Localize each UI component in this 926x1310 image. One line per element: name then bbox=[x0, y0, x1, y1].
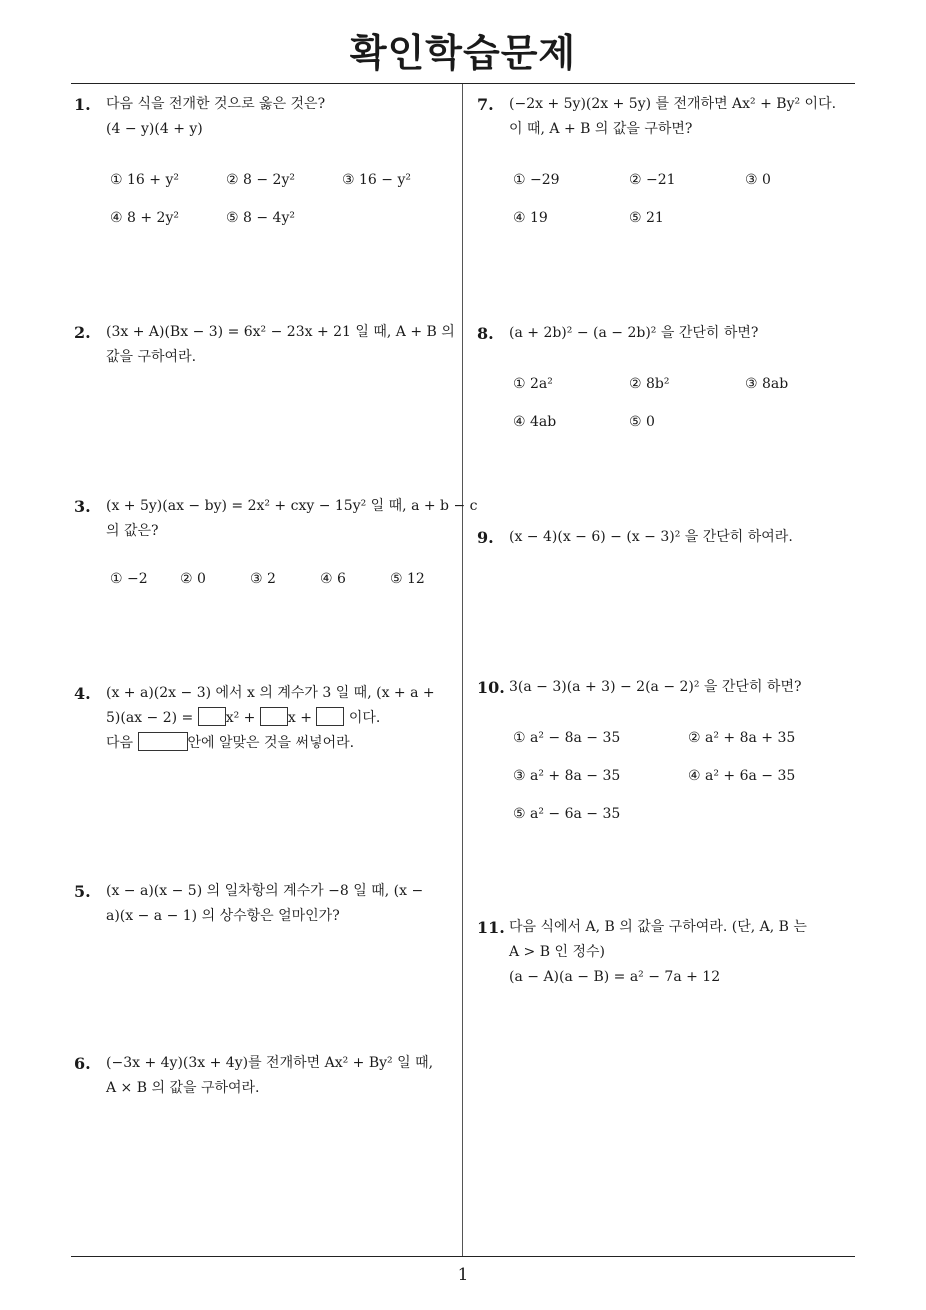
problem-text: (−2x + 5y)(2x + 5y) 를 전개하면 Ax² + By² 이다. bbox=[509, 96, 837, 112]
problem-text: A × B 의 값을 구하여라. bbox=[106, 1080, 260, 1096]
choice-3[interactable]: ③ 2 bbox=[250, 571, 276, 587]
worksheet-title: 확인학습문제 bbox=[349, 31, 577, 75]
problem-expression: (a − A)(a − B) = a² − 7a + 12 bbox=[509, 969, 721, 985]
problem-number: 5. bbox=[74, 882, 91, 901]
problem-equation: 5)(ax − 2) = x² + x + 이다. bbox=[106, 706, 435, 731]
problem-number: 8. bbox=[477, 324, 494, 343]
choice-1[interactable]: ① a² − 8a − 35 bbox=[513, 730, 621, 746]
column-divider bbox=[462, 84, 463, 1256]
answer-blank-3[interactable] bbox=[316, 707, 344, 726]
problem-number: 7. bbox=[477, 95, 494, 114]
problem-text: 3(a − 3)(a + 3) − 2(a − 2)² 을 간단히 하면? bbox=[509, 679, 802, 695]
choice-2[interactable]: ② a² + 8a + 35 bbox=[688, 730, 796, 746]
choice-5[interactable]: ⑤ 21 bbox=[629, 210, 664, 226]
top-rule bbox=[71, 83, 855, 84]
problem-text: A > B 인 정수) bbox=[509, 944, 605, 960]
problem-text: 이 때, A + B 의 값을 구하면? bbox=[509, 121, 693, 137]
choice-2[interactable]: ② 0 bbox=[180, 571, 206, 587]
problem-text: 다음 식에서 A, B 의 값을 구하여라. (단, A, B 는 bbox=[509, 919, 807, 935]
choice-3[interactable]: ③ 0 bbox=[745, 172, 771, 188]
choice-2[interactable]: ② 8 − 2y² bbox=[226, 172, 295, 188]
problem-text: (x − a)(x − 5) 의 일차항의 계수가 −8 일 때, (x − bbox=[106, 883, 424, 899]
choice-1[interactable]: ① −29 bbox=[513, 172, 560, 188]
answer-blank-example bbox=[138, 732, 188, 751]
problem-number: 11. bbox=[477, 918, 505, 937]
problem-number: 9. bbox=[477, 528, 494, 547]
problem-text: (x + 5y)(ax − by) = 2x² + cxy − 15y² 일 때, a + b − c bbox=[106, 498, 478, 514]
problem-number: 3. bbox=[74, 497, 91, 516]
choice-4[interactable]: ④ a² + 6a − 35 bbox=[688, 768, 796, 784]
problem-number: 6. bbox=[74, 1054, 91, 1073]
problem-number: 4. bbox=[74, 684, 91, 703]
problem-number: 10. bbox=[477, 678, 505, 697]
problem-instruction: 다음 안에 알맞은 것을 써넣어라. bbox=[106, 731, 435, 756]
problem-text: 다음 식을 전개한 것으로 옳은 것은? bbox=[106, 96, 326, 112]
problem-number: 1. bbox=[74, 95, 91, 114]
choice-3[interactable]: ③ 8ab bbox=[745, 376, 789, 392]
problem-text: (a + 2b)² − (a − 2b)² 을 간단히 하면? bbox=[509, 325, 759, 341]
choice-5[interactable]: ⑤ 0 bbox=[629, 414, 655, 430]
problem-text: (3x + A)(Bx − 3) = 6x² − 23x + 21 일 때, A + B 의 bbox=[106, 324, 455, 340]
choice-4[interactable]: ④ 8 + 2y² bbox=[110, 210, 179, 226]
answer-blank-2[interactable] bbox=[260, 707, 288, 726]
choice-5[interactable]: ⑤ a² − 6a − 35 bbox=[513, 806, 621, 822]
choice-4[interactable]: ④ 6 bbox=[320, 571, 346, 587]
choice-3[interactable]: ③ a² + 8a − 35 bbox=[513, 768, 621, 784]
page-number: 1 bbox=[457, 1265, 469, 1285]
choice-3[interactable]: ③ 16 − y² bbox=[342, 172, 411, 188]
choice-1[interactable]: ① −2 bbox=[110, 571, 148, 587]
problem-text: (x + a)(2x − 3) 에서 x 의 계수가 3 일 때, (x + a + bbox=[106, 685, 435, 701]
problem-text: 값을 구하여라. bbox=[106, 349, 197, 365]
problem-text: 의 값은? bbox=[106, 523, 159, 539]
choice-4[interactable]: ④ 19 bbox=[513, 210, 548, 226]
choice-2[interactable]: ② 8b² bbox=[629, 376, 670, 392]
choice-1[interactable]: ① 16 + y² bbox=[110, 172, 179, 188]
choice-2[interactable]: ② −21 bbox=[629, 172, 676, 188]
problem-text: (x − 4)(x − 6) − (x − 3)² 을 간단히 하여라. bbox=[509, 529, 793, 545]
problem-number: 2. bbox=[74, 323, 91, 342]
choice-1[interactable]: ① 2a² bbox=[513, 376, 553, 392]
problem-text: (−3x + 4y)(3x + 4y)를 전개하면 Ax² + By² 일 때, bbox=[106, 1055, 434, 1071]
bottom-rule bbox=[71, 1256, 855, 1257]
choice-5[interactable]: ⑤ 12 bbox=[390, 571, 425, 587]
problem-expression: (4 − y)(4 + y) bbox=[106, 121, 203, 137]
answer-blank-1[interactable] bbox=[198, 707, 226, 726]
choice-5[interactable]: ⑤ 8 − 4y² bbox=[226, 210, 295, 226]
choice-4[interactable]: ④ 4ab bbox=[513, 414, 557, 430]
problem-text: a)(x − a − 1) 의 상수항은 얼마인가? bbox=[106, 908, 340, 924]
